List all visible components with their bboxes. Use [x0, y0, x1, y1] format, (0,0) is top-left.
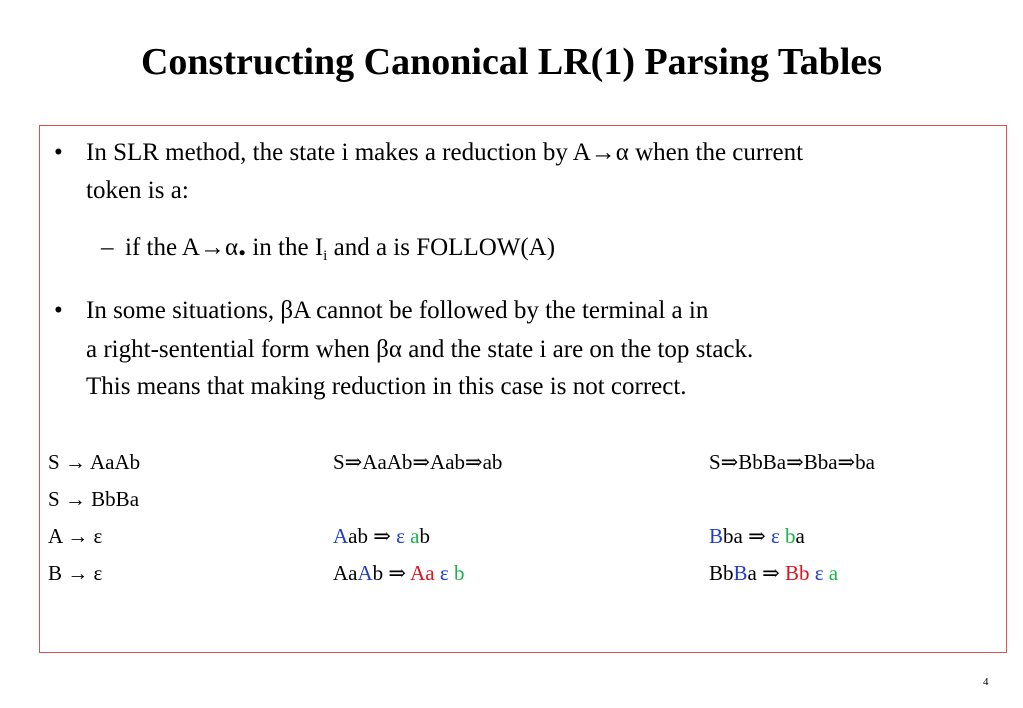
page-number: 4 [983, 676, 989, 688]
bullet-marker-2: • [54, 297, 63, 324]
bullet-marker: • [54, 139, 63, 166]
reduction-step-b: Bba ⇒ ε ba [709, 524, 805, 548]
derivation-1: S⇒AaAb⇒Aab⇒ab [333, 450, 503, 474]
slide-title: Constructing Canonical LR(1) Parsing Tables [140, 41, 883, 83]
state-subscript: i [323, 248, 328, 264]
reduction-step-d: BbBa ⇒ Bb ε a [709, 561, 839, 585]
item-dot: . [238, 226, 247, 262]
bullet1-line2: token is a: [86, 177, 189, 204]
derivation-2: S⇒BbBa⇒Bba⇒ba [709, 450, 875, 474]
sub-bullet-mid: in the I [246, 234, 324, 261]
bullet2-line1: In some situations, βA cannot be followed by the terminal a in [86, 297, 709, 324]
grammar-rule: B → ε [48, 561, 103, 585]
sub-bullet-pre: if the A→α [125, 234, 239, 261]
sub-bullet-marker: – [101, 234, 114, 261]
sub-bullet-post: and a is FOLLOW(A) [327, 234, 556, 261]
bullet2-line3: This means that making reduction in this case is not correct. [86, 373, 687, 400]
sub-bullet-text [125, 226, 556, 273]
bullet2-line2: a right-sentential form when βα and the state i are on the top stack. [86, 336, 754, 363]
bullet1-line1: In SLR method, the state i makes a reduction by A→α when the current [86, 139, 804, 166]
grammar-rule: S → BbBa [48, 487, 140, 511]
grammar-rule: A → ε [48, 524, 103, 548]
grammar-rule: S → AaAb [48, 450, 141, 474]
reduction-step-a: Aab ⇒ ε ab [333, 524, 430, 548]
reduction-step-c: AaAb ⇒ Aa ε b [333, 561, 465, 585]
